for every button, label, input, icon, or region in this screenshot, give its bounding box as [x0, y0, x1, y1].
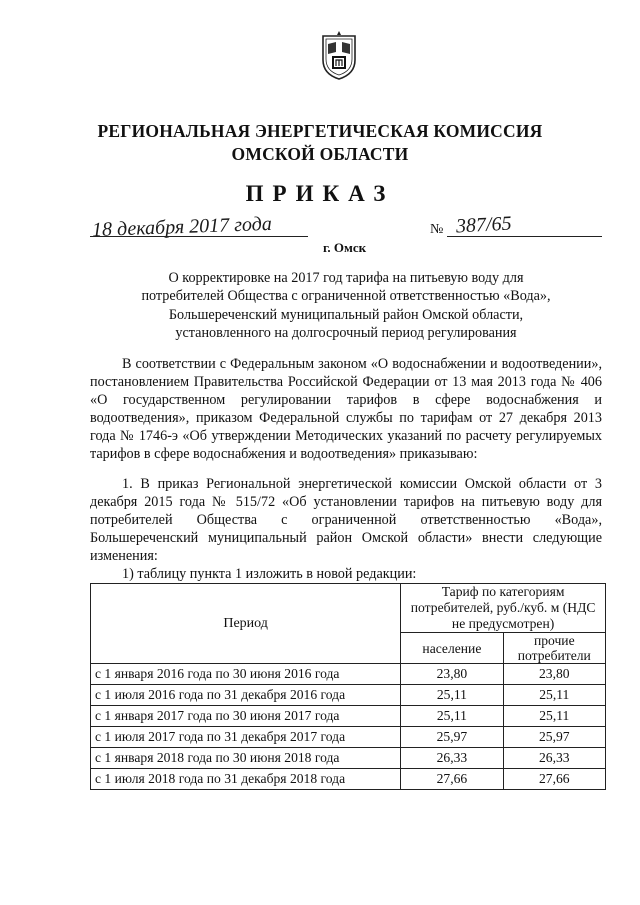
row-period: с 1 января 2016 года по 30 июня 2016 года — [91, 664, 401, 685]
table-row — [91, 727, 606, 748]
tariff-table — [90, 583, 606, 790]
row-period: с 1 июля 2017 года по 31 декабря 2017 года — [91, 727, 401, 748]
subject-line-3: Большереченский муниципальный район Омской области, — [168, 306, 524, 323]
handwritten-number: 387/65 — [455, 212, 513, 238]
document-title: ПРИКАЗ — [245, 181, 395, 206]
row-other-tariff: 25,11 — [503, 706, 605, 727]
row-population-tariff: 23,80 — [401, 664, 503, 685]
row-other-tariff: 25,97 — [503, 727, 605, 748]
number-underline — [447, 236, 602, 237]
header-tariff: Тариф по категориям потребителей, руб./куб. м (НДС не предусмотрен) — [401, 584, 606, 633]
row-period: с 1 января 2018 года по 30 июня 2018 года — [91, 748, 401, 769]
header-other: прочие потребители — [503, 633, 605, 664]
row-population-tariff: 25,97 — [401, 727, 503, 748]
table-row — [91, 706, 606, 727]
date-underline — [90, 236, 308, 237]
clause-1-paragraph: 1. В приказ Региональной энергетической комиссии Омской области от 3 декабря 2015 года № 515/72 «Об установлении тарифов на питьевую воду для потребителей Общества с ограниченной ответственностью «Вода», Большереченский муниципальный район Омской области» внести следующие изменения: — [90, 476, 602, 564]
handwritten-date: 18 декабря 2017 года — [91, 212, 273, 242]
order-subject — [90, 269, 602, 342]
preamble-paragraph: В соответствии с Федеральным законом «О водоснабжении и водоотведении», постановлением Правительства Российской Федерации от 13 мая 2013 года № 406 «О государственном регулировании тарифов в сфере водоснабжения и водоотведения», приказом Федеральной службы по тарифам от 27 декабря 2013 года № 1746-э «Об утверждении Методических указаний по расчету регулируемых тарифов в сфере водоснабжения и водоотведения» приказываю: — [90, 356, 602, 462]
organization-name-line-2: ОМСКОЙ ОБЛАСТИ — [231, 144, 409, 164]
table-row — [91, 664, 606, 685]
subject-line-4: установленного на долгосрочный период регулирования — [175, 324, 517, 341]
table-row — [91, 685, 606, 706]
subclause-1: 1) таблицу пункта 1 изложить в новой редакции: — [122, 566, 417, 582]
subject-line-2: потребителей Общества с ограниченной ответственностью «Вода», — [141, 288, 551, 305]
row-other-tariff: 23,80 — [503, 664, 605, 685]
row-population-tariff: 25,11 — [401, 685, 503, 706]
table-row — [91, 769, 606, 790]
row-other-tariff: 25,11 — [503, 685, 605, 706]
table-row — [91, 748, 606, 769]
header-period: Период — [91, 584, 401, 664]
row-period: с 1 июля 2016 года по 31 декабря 2016 года — [91, 685, 401, 706]
subject-line-1: О корректировке на 2017 год тарифа на питьевую воду для — [168, 270, 524, 286]
row-population-tariff: 27,66 — [401, 769, 503, 790]
organization-name-line-1: РЕГИОНАЛЬНАЯ ЭНЕРГЕТИЧЕСКАЯ КОМИССИЯ — [97, 121, 543, 141]
header-population: население — [401, 633, 503, 664]
row-period: с 1 января 2017 года по 30 июня 2017 года — [91, 706, 401, 727]
number-label: № — [430, 222, 444, 237]
row-other-tariff: 26,33 — [503, 748, 605, 769]
row-population-tariff: 25,11 — [401, 706, 503, 727]
city-label: г. Омск — [323, 240, 367, 255]
coat-of-arms-emblem — [320, 30, 358, 80]
row-period: с 1 июля 2018 года по 31 декабря 2018 года — [91, 769, 401, 790]
row-population-tariff: 26,33 — [401, 748, 503, 769]
row-other-tariff: 27,66 — [503, 769, 605, 790]
